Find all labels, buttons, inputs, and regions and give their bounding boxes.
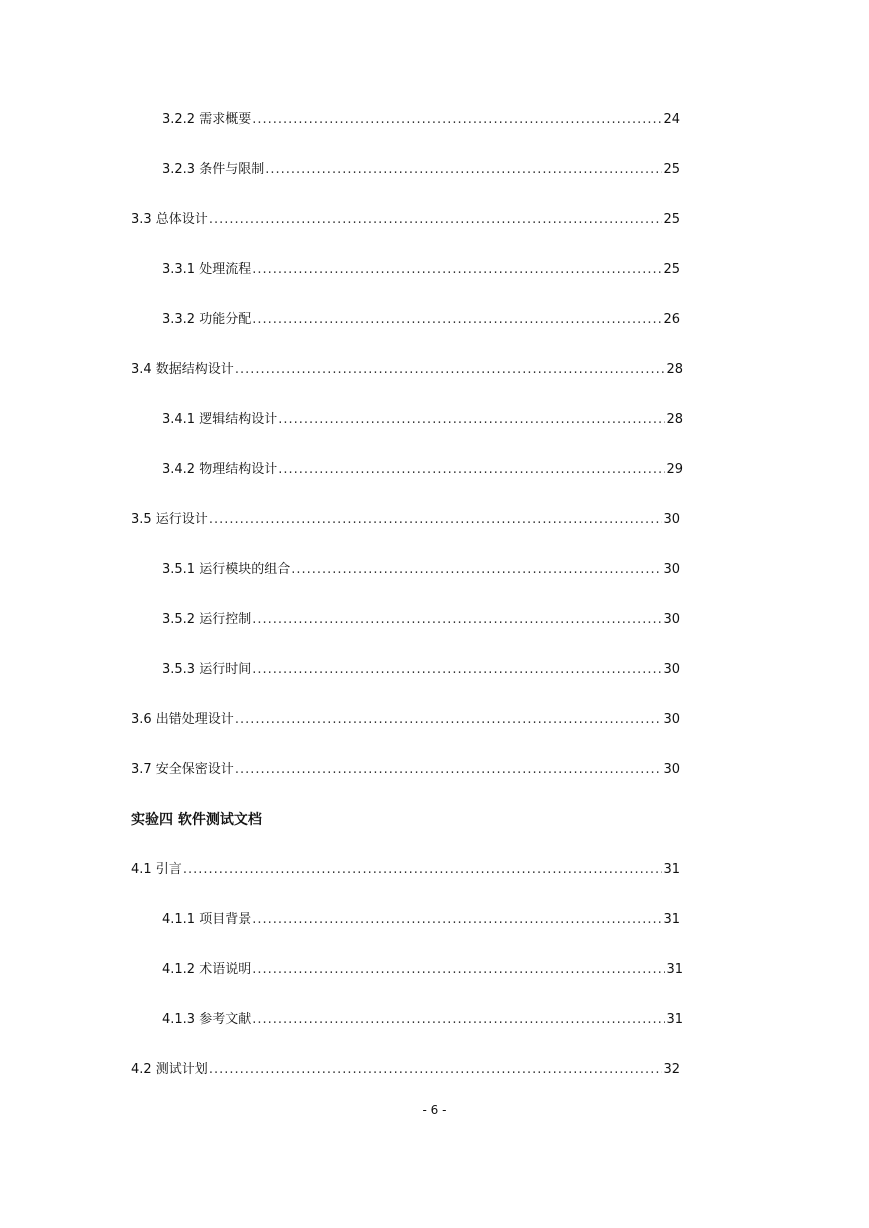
toc-entry[interactable] <box>162 912 680 928</box>
dot-leader <box>183 862 663 878</box>
toc-entry-page: 31 <box>666 1012 683 1027</box>
toc-entry[interactable] <box>162 662 680 678</box>
toc-entry[interactable] <box>131 862 680 878</box>
toc-entry-label: 3.5 运行设计 <box>131 512 208 527</box>
toc-entry-label: 3.4.1 逻辑结构设计 <box>162 412 278 427</box>
toc-entry-page: 30 <box>663 662 680 677</box>
toc-entry-page: 28 <box>666 362 683 377</box>
dot-leader <box>278 412 665 428</box>
toc-entry-label: 3.4.2 物理结构设计 <box>162 462 278 477</box>
dot-leader <box>252 962 665 978</box>
toc-entry-page: 28 <box>666 412 683 427</box>
toc-entry-page: 31 <box>663 862 680 877</box>
toc-entry-label: 3.5.1 运行模块的组合 <box>162 562 291 577</box>
toc-entry-label: 3.5.3 运行时间 <box>162 662 252 677</box>
toc-entry[interactable] <box>131 212 680 228</box>
toc-entry-page: 31 <box>666 962 683 977</box>
dot-leader <box>209 212 663 228</box>
dot-leader <box>252 1012 665 1028</box>
toc-entry-page: 30 <box>663 712 680 727</box>
toc-entry-label: 3.2.2 需求概要 <box>162 112 252 127</box>
toc-entry[interactable] <box>162 462 683 478</box>
dot-leader <box>235 762 663 778</box>
page-number-footer: - 6 - <box>422 1103 447 1117</box>
dot-leader <box>235 712 663 728</box>
toc-entry-page: 24 <box>663 112 680 127</box>
dot-leader <box>278 462 665 478</box>
toc-entry[interactable] <box>131 712 680 728</box>
toc-entry-page: 29 <box>666 462 683 477</box>
toc-entry-label: 4.1.1 项目背景 <box>162 912 252 927</box>
dot-leader <box>265 162 662 178</box>
toc-entry-label: 3.3.2 功能分配 <box>162 312 252 327</box>
toc-entry[interactable] <box>162 312 680 328</box>
toc-entry[interactable] <box>162 562 680 578</box>
toc-entry-page: 30 <box>663 762 680 777</box>
toc-entry-page: 25 <box>663 212 680 227</box>
dot-leader <box>252 612 662 628</box>
toc-entry-label: 4.2 测试计划 <box>131 1062 208 1077</box>
toc-entry[interactable] <box>162 1012 683 1028</box>
toc-entry-label: 3.3.1 处理流程 <box>162 262 252 277</box>
toc-entry-label: 4.1.3 参考文献 <box>162 1012 252 1027</box>
toc-entry-label: 3.3 总体设计 <box>131 212 208 227</box>
toc-entry[interactable] <box>162 262 680 278</box>
dot-leader <box>252 312 662 328</box>
toc-entry-page: 32 <box>663 1062 680 1077</box>
toc-entry-page: 25 <box>663 162 680 177</box>
toc-chapter-heading[interactable]: 实验四 软件测试文档 <box>131 812 262 828</box>
toc-entry-label: 3.6 出错处理设计 <box>131 712 234 727</box>
dot-leader <box>252 262 662 278</box>
toc-entry-label: 3.4 数据结构设计 <box>131 362 234 377</box>
toc-entry[interactable] <box>131 362 683 378</box>
toc-entry-label: 3.2.3 条件与限制 <box>162 162 265 177</box>
toc-entry-label: 3.5.2 运行控制 <box>162 612 252 627</box>
toc-entry-page: 26 <box>663 312 680 327</box>
dot-leader <box>291 562 662 578</box>
toc-entry-page: 30 <box>663 612 680 627</box>
toc-entry[interactable] <box>131 512 680 528</box>
toc-entry[interactable] <box>131 762 680 778</box>
toc-entry-page: 30 <box>663 512 680 527</box>
toc-entry[interactable] <box>131 1062 680 1078</box>
dot-leader <box>235 362 666 378</box>
toc-entry-label: 4.1.2 术语说明 <box>162 962 252 977</box>
dot-leader <box>209 512 663 528</box>
toc-entry[interactable] <box>162 162 680 178</box>
toc-entry-label: 4.1 引言 <box>131 862 182 877</box>
dot-leader <box>252 112 662 128</box>
toc-entry[interactable] <box>162 412 683 428</box>
toc-entry-page: 31 <box>663 912 680 927</box>
toc-entry[interactable] <box>162 112 680 128</box>
toc-entry-page: 30 <box>663 562 680 577</box>
toc-entry-page: 25 <box>663 262 680 277</box>
dot-leader <box>209 1062 663 1078</box>
toc-entry[interactable] <box>162 612 680 628</box>
toc-entry-label: 3.7 安全保密设计 <box>131 762 234 777</box>
toc-entry[interactable] <box>162 962 683 978</box>
dot-leader <box>252 662 662 678</box>
dot-leader <box>252 912 662 928</box>
